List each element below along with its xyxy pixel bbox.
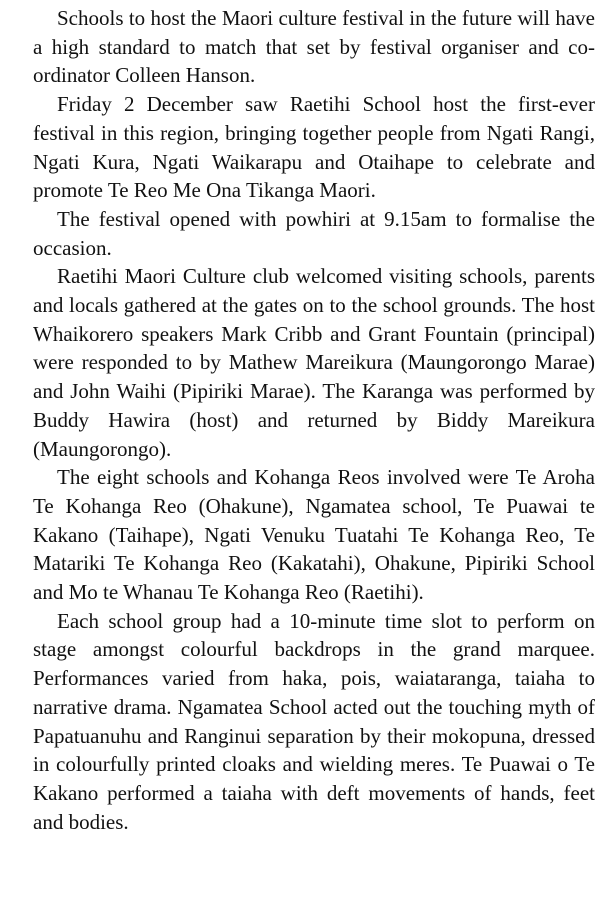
paragraph-schools: The eight schools and Kohanga Reos involved were Te Aroha Te Kohanga Reo (Ohakune), Ngamatea school, Te Puawai te Kakano (Taihape), Ngati Venuku Tuatahi Te Kohanga Reo, Te Matariki Te Kohanga Reo (Kakatahi), Ohakune, Pipiriki School and Mo te Whanau Te Kohanga Reo (Raetihi). [33, 465, 595, 605]
paragraph-powhiri: The festival opened with powhiri at 9.15am to formalise the occasion. [33, 206, 595, 260]
paragraph-performances: Each school group had a 10-minute time slot to perform on stage amongst colourful backdrops in the grand marquee. Performances varied from haka, pois, waiataranga, taiaha to narrative drama. Ngamatea School acted out the touching myth of Papatuanuhu and Ranginui separation by their mokopuna, dressed in colourfully printed cloaks and wielding meres. Te Puawai o Te Kakano performed a taiaha with deft movements of hands, feet and bodies. [33, 608, 595, 834]
article-body [33, 4, 595, 836]
paragraph-intro: Schools to host the Maori culture festival in the future will have a high standard to match that set by festival organiser and co-ordinator Colleen Hanson. [33, 6, 595, 88]
paragraph-festival-date: Friday 2 December saw Raetihi School host the first-ever festival in this region, bringing together people from Ngati Rangi, Ngati Kura, Ngati Waikarapu and Otaihape to celebrate and promote Te Reo Me Ona Tikanga Maori. [33, 92, 595, 203]
paragraph-welcome: Raetihi Maori Culture club welcomed visiting schools, parents and locals gathered at the gates on to the school grounds. The host Whaikorero speakers Mark Cribb and Grant Fountain (principal) were responded to by Mathew Mareikura (Maungorongo Marae) and John Waihi (Pipiriki Marae). The Karanga was performed by Buddy Hawira (host) and returned by Biddy Mareikura (Maungorongo). [33, 264, 595, 461]
